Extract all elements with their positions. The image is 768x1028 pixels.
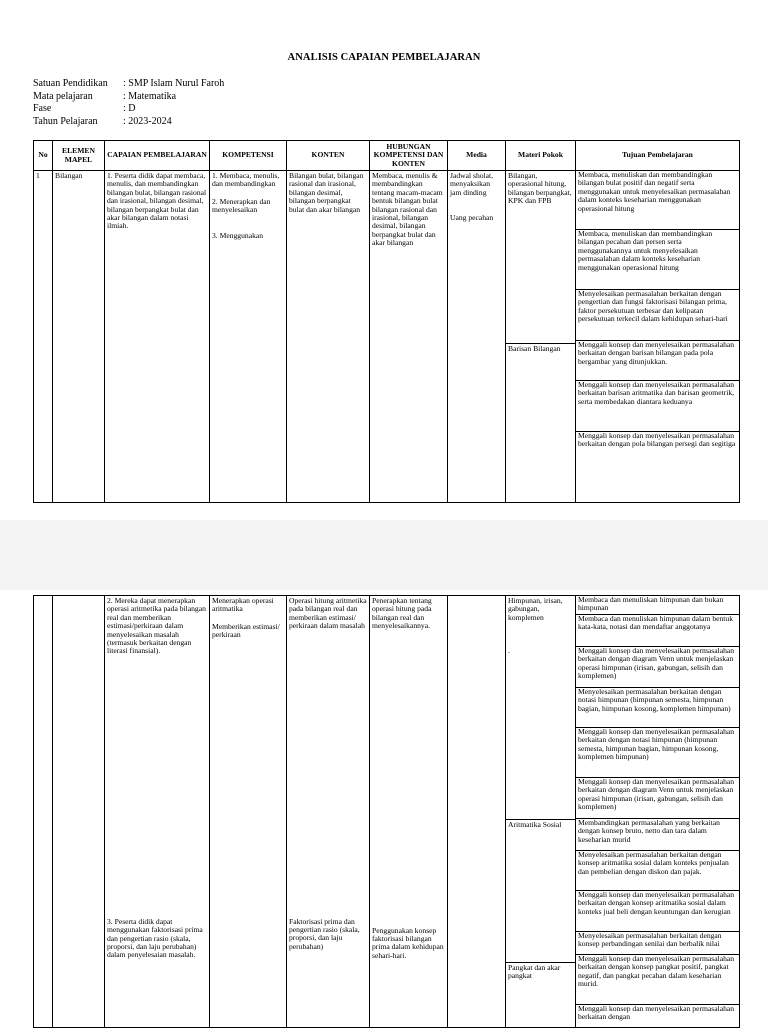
tujuan-item: Menggali konsep dan menyelesaikan permasalahan berkaitan barisan aritmatika dan barisan geometrik, serta membedakan diantara keduanya bbox=[576, 381, 739, 432]
tujuan-item: Menggali konsep dan menyelesaikan permasalahan berkaitan dengan diagram Venn untuk menjelaskan operasi himpunan (irisan, gabungan, selisih dan komplemen) bbox=[576, 647, 739, 688]
tujuan-item: Membaca, menuliskan dan membandingkan bilangan bulat positif dan negatif serta menggunakan untuk menyelesaikan permasalahan dalam konteks keseharian menggunakan operasional hitung bbox=[576, 171, 739, 230]
materi-item: Bilangan, operasional hitung, bilangan berpangkat, KPK dan FPB bbox=[506, 171, 575, 344]
cell-konten bbox=[287, 596, 370, 1028]
cell-no bbox=[34, 596, 53, 1028]
materi-item: Aritmatika Sosial bbox=[506, 820, 575, 963]
materi-label: Himpunan, irisan, gabungan, komplemen bbox=[508, 596, 563, 622]
capaian-item: 2. Mereka dapat menerapkan operasi aritmetika pada bilangan real dan memberikan estimasi/perkiraan dalam menyelesaikan masalah (termasuk berkaitan dengan literasi finansial). bbox=[107, 596, 206, 656]
meta-label: Fase bbox=[33, 103, 52, 115]
header-media: Media bbox=[448, 141, 506, 171]
cell-tujuan bbox=[576, 171, 740, 503]
analysis-table-page-1 bbox=[33, 140, 740, 503]
konten-item: Faktorisasi prima dan pengertian rasio (skala, proporsi, dan laju perubahan) bbox=[289, 916, 360, 951]
tujuan-item: Menggali konsep dan menyelesaikan permasalahan berkaitan dengan notasi himpunan (himpunan semesta, himpunan bagian, himpunan kosong, komplemen himpunan) bbox=[576, 728, 739, 778]
kompetensi-item: 2. Menerapkan dan menyelesaikan bbox=[212, 196, 271, 215]
cell-media bbox=[448, 596, 506, 1028]
kompetensi-item: Menerapkan operasi aritmatika bbox=[212, 596, 274, 614]
meta-value: : 2023-2024 bbox=[123, 115, 172, 127]
header-konten: KONTEN bbox=[287, 141, 370, 171]
cell-capaian: 1. Peserta didik dapat membaca, menulis, dan membandingkan bilangan bulat, bilangan rasional dan irasional, bilangan desimal, bilangan berpangkat bulat dan akar bilangan dalam notasi ilmiah. bbox=[105, 171, 210, 503]
meta-label: Tahun Pelajaran bbox=[33, 115, 98, 127]
cell-no: 1 bbox=[34, 171, 53, 503]
cell-hubungan bbox=[370, 596, 448, 1028]
cell-elemen: Bilangan bbox=[53, 171, 105, 503]
table-row bbox=[34, 171, 740, 503]
cell-materi bbox=[506, 596, 576, 1028]
meta-label: Satuan Pendidikan bbox=[33, 78, 108, 89]
tujuan-item: Menyelesaikan permasalahan berkaitan dengan notasi himpunan (himpunan semesta, himpunan bagian, himpunan kosong, komplemen himpunan) bbox=[576, 688, 739, 728]
kompetensi-item: Memberikan estimasi/ perkiraan bbox=[212, 621, 280, 640]
hubungan-item: Penerapkan tentang operasi hitung pada bilangan real dan menyelesaikannya. bbox=[372, 596, 432, 631]
meta-row-phase bbox=[33, 103, 224, 116]
header-elemen: ELEMEN MAPEL bbox=[53, 141, 105, 171]
meta-value: : D bbox=[123, 103, 136, 115]
materi-item: Barisan Bilangan bbox=[508, 344, 561, 353]
header-no: No bbox=[34, 141, 53, 171]
cell-kompetensi bbox=[210, 171, 287, 503]
media-item: Jadwal sholat, menyaksikan jam dinding bbox=[450, 171, 494, 197]
header-capaian: CAPAIAN PEMBELAJARAN bbox=[105, 141, 210, 171]
meta-row-school bbox=[33, 78, 224, 91]
cell-kompetensi bbox=[210, 596, 287, 1028]
materi-label: . bbox=[508, 646, 510, 656]
header-tujuan: Tujuan Pembelajaran bbox=[576, 141, 740, 171]
tujuan-item: Menyelesaikan permasalahan berkaitan dengan pengertian dan fungsi faktorisasi bilangan prima, faktor persekutuan terbesar dan kelipatan persekutuan terkecil dalam kehidupan sehari-hari bbox=[576, 290, 739, 341]
table-header-row bbox=[34, 141, 740, 171]
tujuan-item: Membaca, menuliskan dan membandingkan bilangan pecahan dan persen serta menggunakannya untuk menyelesaikan permasalahan dalam konteks keseharian menggunakan operasional hitung bbox=[576, 230, 739, 290]
table-row bbox=[34, 596, 740, 1028]
tujuan-item: Membaca dan menuliskan himpunan dan bukan himpunan bbox=[576, 596, 739, 615]
media-item: Uang pecahan bbox=[450, 213, 494, 223]
kompetensi-item: 3. Menggunakan bbox=[212, 230, 264, 240]
meta-label: Mata pelajaran bbox=[33, 90, 93, 102]
tujuan-item: Menggali konsep dan menyelesaikan permasalahan berkaitan dengan konsep aritmatika sosial dalam konteks jual beli dengan keuntungan dan kerugian bbox=[576, 891, 739, 932]
meta-row-subject bbox=[33, 91, 224, 104]
materi-item bbox=[506, 596, 575, 820]
hubungan-item: Penggunakan konsep faktorisasi bilangan prima dalam kehidupan sehari-hari. bbox=[372, 925, 444, 960]
header-hubungan: HUBUNGAN KOMPETENSI DAN KONTEN bbox=[370, 141, 448, 171]
cell-konten: Bilangan bulat, bilangan rasional dan irasional, bilangan desimal, bilangan berpangkat bulat dan akar bilangan bbox=[287, 171, 370, 503]
kompetensi-item: 1. Membaca, menulis, dan membandingkan bbox=[212, 171, 280, 189]
tujuan-item: Menggali konsep dan menyelesaikan permasalahan berkaitan dengan pola bilangan persegi dan segitiga bbox=[578, 432, 736, 449]
meta-row-year bbox=[33, 116, 224, 129]
document-title: ANALISIS CAPAIAN PEMBELAJARAN bbox=[287, 52, 481, 63]
tujuan-item: Menyelesaikan permasalahan berkaitan dengan konsep aritmatika sosial dalam konteks penjualan dan pembelian dengan diskon dan pajak. bbox=[576, 851, 739, 891]
meta-value: : Matematika bbox=[123, 90, 177, 102]
header-kompetensi: KOMPETENSI bbox=[210, 141, 287, 171]
cell-capaian bbox=[105, 596, 210, 1028]
capaian-item: 3. Peserta didik dapat menggunakan faktorisasi prima dan pengertian rasio (skala, proporsi, dan laju perubahan) dalam penyelesaian masalah. bbox=[107, 916, 203, 960]
tujuan-item: Menggali konsep dan menyelesaikan permasalahan berkaitan dengan bbox=[578, 1005, 735, 1022]
tujuan-item: Menggali konsep dan menyelesaikan permasalahan berkaitan dengan barisan bilangan pada pola bergambar yang ditunjukkan. bbox=[576, 341, 739, 381]
cell-media bbox=[448, 171, 506, 503]
konten-item: Operasi hitung aritmetika pada bilangan real dan memberikan estimasi/ perkiraan dalam masalah bbox=[289, 596, 367, 631]
document-meta bbox=[33, 78, 224, 128]
tujuan-item: Menyelesaikan permasalahan berkaitan dengan konsep perbandingan senilai dan berbalik nilai bbox=[576, 932, 739, 955]
tujuan-item: Membaca dan menuliskan himpunan dalam bentuk kata-kata, notasi dan mendaftar anggotanya bbox=[576, 615, 739, 647]
cell-materi bbox=[506, 171, 576, 503]
materi-item: Pangkat dan akar pangkat bbox=[508, 963, 561, 981]
header-materi: Materi Pokok bbox=[506, 141, 576, 171]
cell-hubungan: Membaca, menulis & membandingkan tentang macam-macam bentuk bilangan bulat bilangan rasional dan irasional, bilangan desimal, bilangan berpangkat bulat dan akar bilangan bbox=[370, 171, 448, 503]
page-gap bbox=[0, 520, 768, 590]
meta-value: : SMP Islam Nurul Faroh bbox=[123, 78, 225, 89]
analysis-table-page-2 bbox=[33, 595, 740, 1028]
cell-elemen bbox=[53, 596, 105, 1028]
tujuan-item: Menggali konsep dan menyelesaikan permasalahan berkaitan dengan konsep pangkat positif, pangkat negatif, dan pangkat pecahan dalam keseharian murid. bbox=[576, 955, 739, 1005]
tujuan-item: Menggali konsep dan menyelesaikan permasalahan berkaitan dengan diagram Venn untuk menjelaskan operasi himpunan (irisan, gabungan, selisih dan komplemen) bbox=[576, 778, 739, 819]
tujuan-item: Membandingkan permasalahan yang berkaitan dengan konsep bruto, netto dan tara dalam keseharian murid bbox=[576, 819, 739, 851]
cell-tujuan bbox=[576, 596, 740, 1028]
